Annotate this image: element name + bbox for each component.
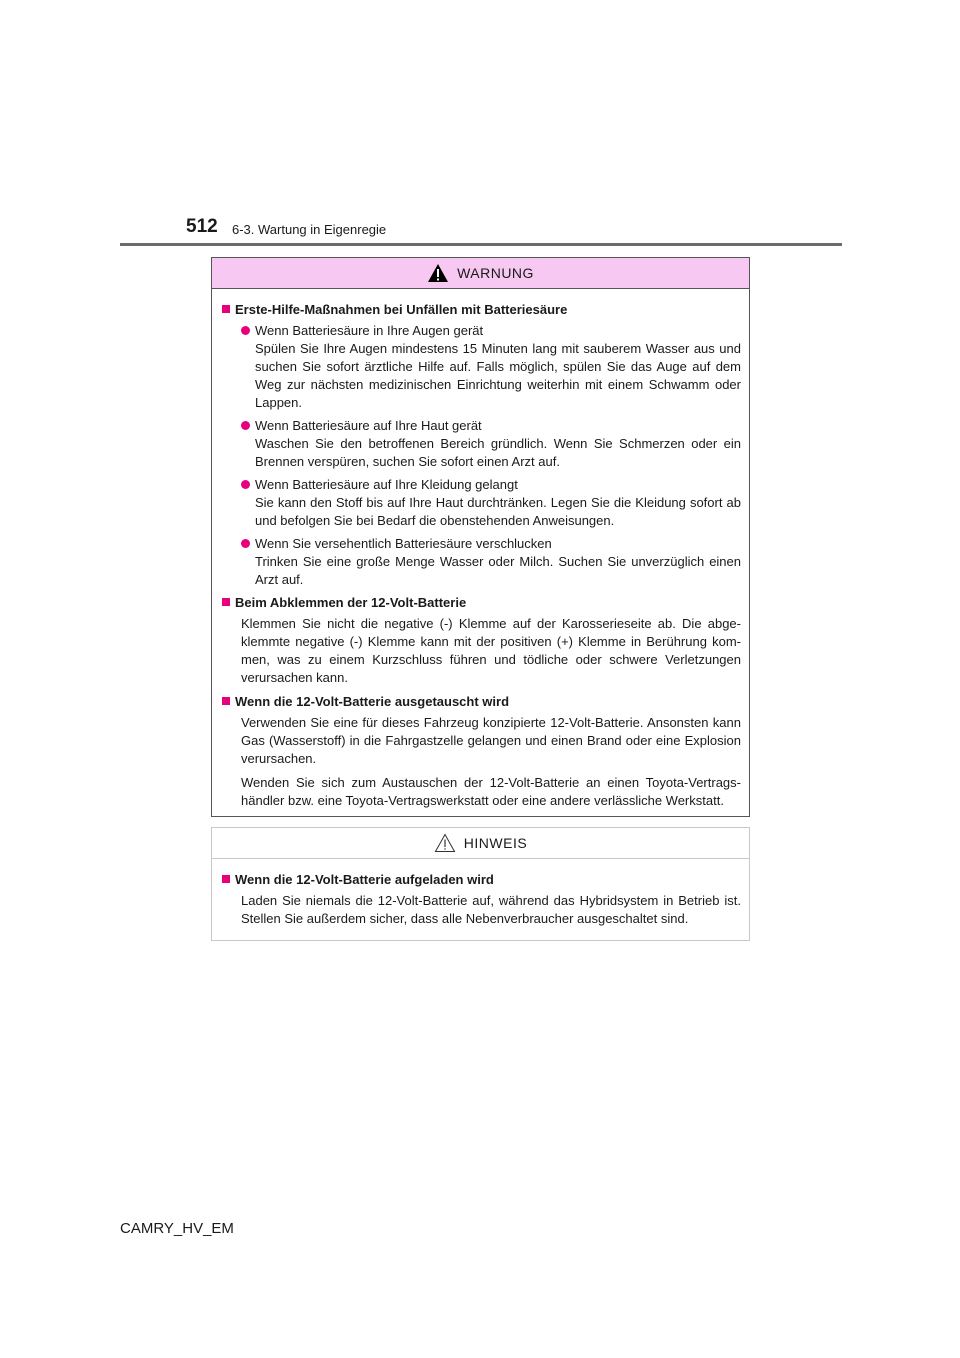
note-content: [212, 859, 749, 928]
heading-text: Wenn die 12-Volt-Batterie aufgeladen wird: [235, 872, 494, 887]
document-code: CAMRY_HV_EM: [120, 1220, 234, 1237]
circle-bullet-icon: [241, 326, 250, 335]
paragraph: Laden Sie niemals die 12-Volt-Batterie auf, während das Hybridsystem in Betrieb ist. Stellen Sie außerdem sicher, dass alle Nebenverbraucher ausgeschaltet sind.: [241, 893, 741, 926]
bullet-title: Wenn Sie versehentlich Batteriesäure verschlucken: [255, 536, 552, 551]
bullet-text: Waschen Sie den betroffenen Bereich gründlich. Wenn Sie Schmerzen oder ein Brennen verspüren, suchen Sie sofort einen Arzt auf.: [255, 436, 741, 469]
bullet-text: Sie kann den Stoff bis auf Ihre Haut durchtränken. Legen Sie die Kleidung sofort ab und befolgen Sie bei Bedarf die obenstehenden Anweisungen.: [255, 495, 741, 528]
square-bullet-icon: [222, 697, 230, 705]
header-divider: [120, 243, 842, 246]
paragraph: Wenden Sie sich zum Austauschen der 12-Volt-Batterie an einen Toyota-Vertrags-händler bzw. eine Toyota-Vertragswerkstatt oder eine andere verlässliche Werkstatt.: [241, 775, 741, 808]
warning-content: [212, 289, 749, 810]
note-box: [211, 827, 750, 941]
list-item: [222, 535, 741, 589]
page-number: 512: [186, 216, 218, 237]
bullet-title: Wenn Batteriesäure in Ihre Augen gerät: [255, 323, 484, 338]
square-bullet-icon: [222, 875, 230, 883]
bullet-text: Spülen Sie Ihre Augen mindestens 15 Minuten lang mit sauberem Wasser aus und suchen Sie sofort ärztliche Hilfe auf. Falls möglich, spülen Sie das Auge auf dem Weg zur nächsten medizinischen Einrichtung weiterhin mit einem Schwamm oder Lappen.: [255, 341, 741, 410]
list-item: [222, 322, 741, 412]
list-item: [222, 476, 741, 530]
note-title: HINWEIS: [463, 835, 528, 851]
circle-bullet-icon: [241, 421, 250, 430]
caution-triangle-icon: [434, 833, 456, 853]
bullet-text: Trinken Sie eine große Menge Wasser oder Milch. Suchen Sie unverzüglich einen Arzt auf.: [255, 554, 741, 587]
warning-title: WARNUNG: [457, 265, 534, 281]
circle-bullet-icon: [241, 539, 250, 548]
section-heading: [222, 301, 741, 319]
warning-header: [212, 258, 749, 289]
square-bullet-icon: [222, 305, 230, 313]
note-header: [212, 828, 749, 859]
section-heading: [222, 871, 741, 889]
list-item: [222, 417, 741, 471]
warning-box: [211, 257, 750, 817]
bullet-title: Wenn Batteriesäure auf Ihre Haut gerät: [255, 418, 482, 433]
section-title: 6-3. Wartung in Eigenregie: [232, 222, 387, 237]
circle-bullet-icon: [241, 480, 250, 489]
warning-triangle-icon: [427, 263, 449, 283]
section-heading: [222, 594, 741, 612]
heading-text: Erste-Hilfe-Maßnahmen bei Unfällen mit Batteriesäure: [235, 302, 568, 317]
heading-text: Wenn die 12-Volt-Batterie ausgetauscht wird: [235, 694, 510, 709]
bullet-title: Wenn Batteriesäure auf Ihre Kleidung gelangt: [255, 477, 518, 492]
square-bullet-icon: [222, 598, 230, 606]
paragraph: Verwenden Sie eine für dieses Fahrzeug konzipierte 12-Volt-Batterie. Ansonsten kann Gas (Wasserstoff) in die Fahrgastzelle gelangen und einen Brand oder eine Explosion verursachen.: [241, 715, 741, 766]
section-heading: [222, 693, 741, 711]
paragraph: Klemmen Sie nicht die negative (-) Klemme auf der Karosserieseite ab. Die abge-klemmte negative (-) Klemme kann mit der positiven (+) Klemme in Berührung kom-men, was zu einem Kurzschluss führen und tödliche oder schwere Verletzungen verursachen kann.: [241, 616, 741, 685]
heading-text: Beim Abklemmen der 12-Volt-Batterie: [235, 595, 467, 610]
